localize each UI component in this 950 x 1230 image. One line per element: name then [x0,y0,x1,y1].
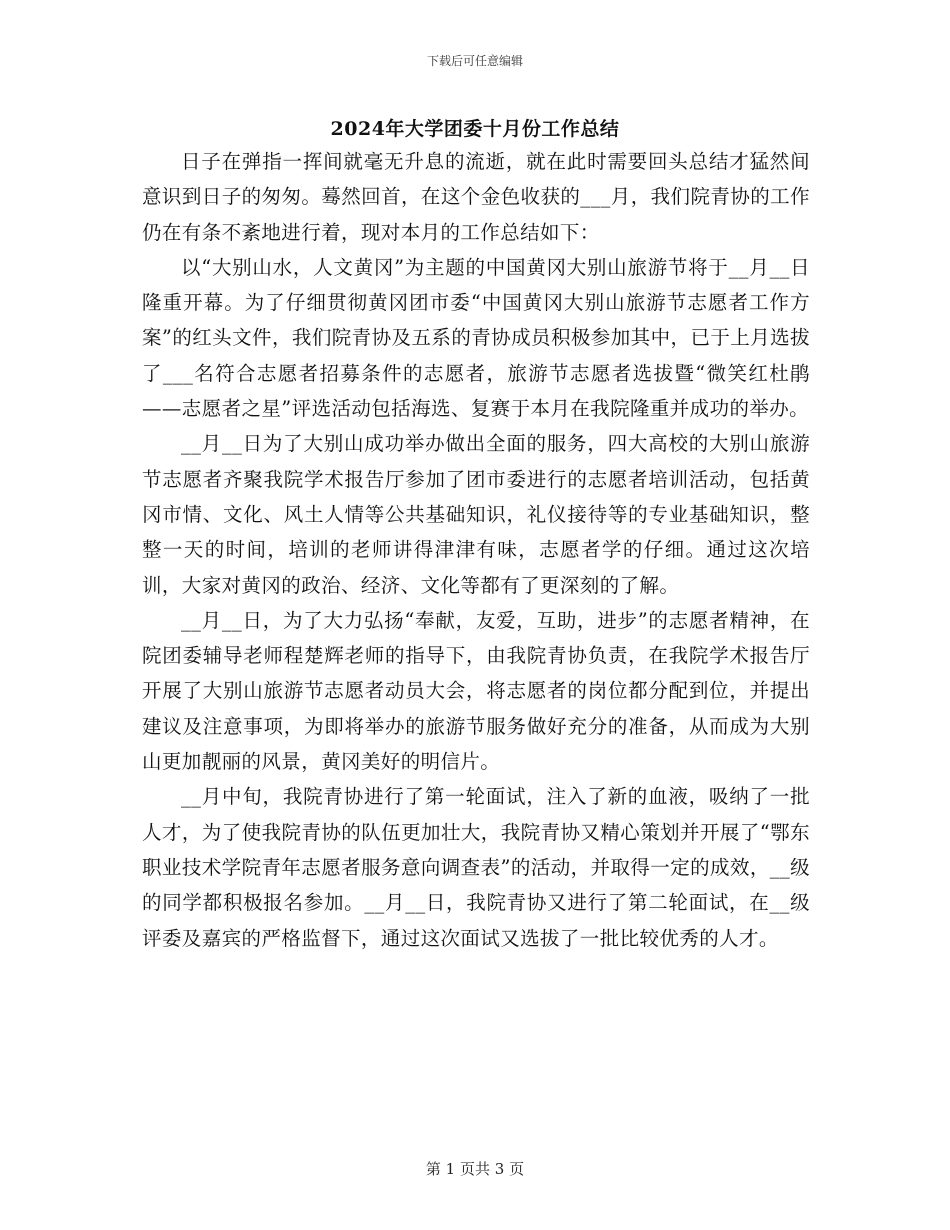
paragraph-tourism-festival: 以“大别山水，人文黄冈”为主题的中国黄冈大别山旅游节将于__月__日隆重开幕。为了仔细贯彻黄冈团市委“中国黄冈大别山旅游节志愿者工作方案”的红头文件，我们院青协及五系的青协成员积极参加其中，已于上月选拔了___名符合志愿者招募条件的志愿者，旅游节志愿者选拔暨“微笑红杜鹃——志愿者之星”评选活动包括海选、复赛于本月在我院隆重并成功的举办。 [142,255,810,421]
document-body [142,144,810,956]
document-title: 2024年大学团委十月份工作总结 [330,118,620,140]
paragraph-mobilization-meeting: __月__日，为了大力弘扬“奉献，友爱，互助，进步”的志愿者精神，在院团委辅导老师程楚辉老师的指导下，由我院青协负责，在我院学术报告厅开展了大别山旅游节志愿者动员大会，将志愿者的岗位都分配到位，并提出建议及注意事项，为即将举办的旅游节服务做好充分的准备，从而成为大别山更加靓丽的风景，黄冈美好的明信片。 [142,608,810,774]
page-number: 第 1 页共 3 页 [425,1160,525,1178]
paragraph-interviews: __月中旬，我院青协进行了第一轮面试，注入了新的血液，吸纳了一批人才，为了使我院青协的队伍更加壮大，我院青协又精心策划并开展了“鄂东职业技术学院青年志愿者服务意向调查表”的活动，并取得一定的成效，__级的同学都积极报名参加。__月__日，我院青协又进行了第二轮面试，在__级评委及嘉宾的严格监督下，通过这次面试又选拔了一批比较优秀的人才。 [142,785,810,950]
paragraph-volunteer-training: __月__日为了大别山成功举办做出全面的服务，四大高校的大别山旅游节志愿者齐聚我院学术报告厅参加了团市委进行的志愿者培训活动，包括黄冈市情、文化、风土人情等公共基础知识，礼仪接待等的专业基础知识，整整一天的时间，培训的老师讲得津津有味，志愿者学的仔细。通过这次培训，大家对黄冈的政治、经济、文化等都有了更深刻的了解。 [142,432,810,597]
page-header-note: 下载后可任意编辑 [426,54,523,68]
paragraph-intro: 日子在弹指一挥间就毫无升息的流逝，就在此时需要回头总结才猛然间意识到日子的匆匆。蓦然回首，在这个金色收获的___月，我们院青协的工作仍在有条不紊地进行着，现对本月的工作总结如下： [142,150,810,244]
